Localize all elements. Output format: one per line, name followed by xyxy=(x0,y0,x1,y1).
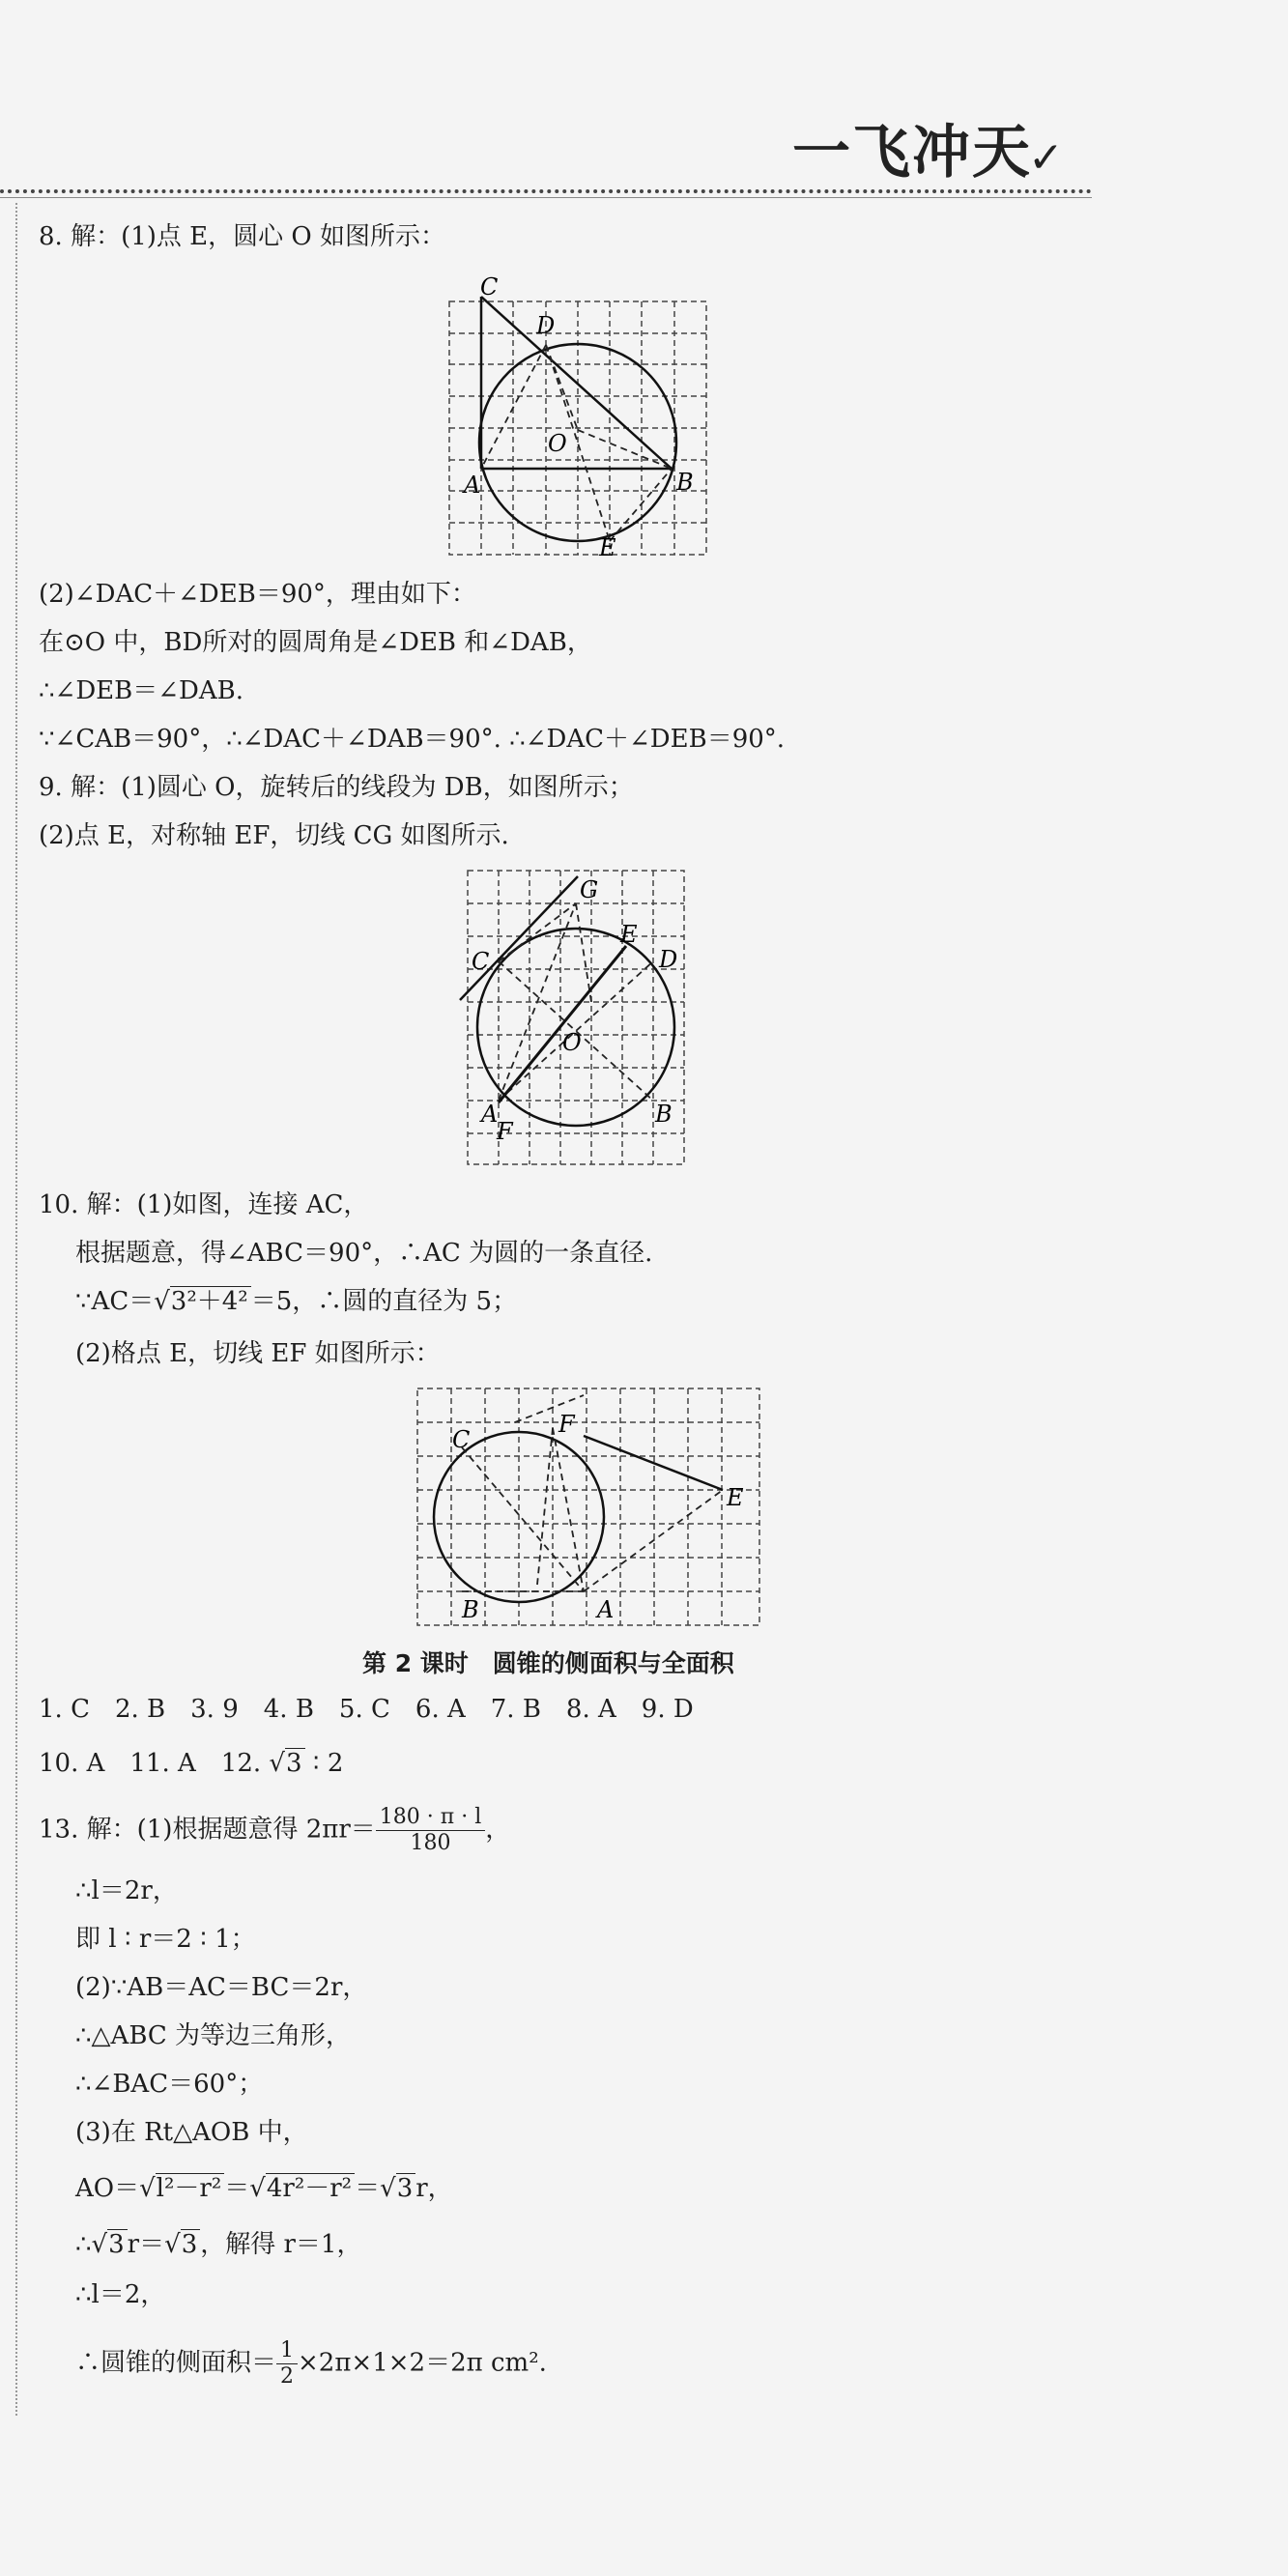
q9-figure xyxy=(454,865,696,1169)
q13-line9-a: ∴ xyxy=(75,2230,92,2259)
q10-line3-post: ＝5，∴圆的直径为 5； xyxy=(250,1287,518,1316)
logo-text: 一飞冲天 xyxy=(792,119,1032,186)
q13-line10: ∴l＝2， xyxy=(75,2280,166,2309)
q13-line4: (2)∵AB＝AC＝BC＝2r， xyxy=(75,1973,368,2002)
q9-line1: 9. 解：(1)圆心 O，旋转后的线段为 DB，如图所示； xyxy=(39,773,634,802)
q8-label-e: E xyxy=(599,534,616,560)
q13-line8-radicand3: 3 xyxy=(396,2173,416,2203)
q13-line11-pre: ∴圆锥的侧面积＝ xyxy=(75,2348,277,2378)
q10-figure xyxy=(414,1382,771,1628)
q10-solid-lines xyxy=(434,1432,723,1602)
q13-line1 xyxy=(39,1805,510,1856)
answers-row1: 1. C 2. B 3. 9 4. B 5. C 6. A 7. B 8. A 9. D xyxy=(39,1695,694,1724)
q10-label-b: B xyxy=(462,1596,479,1623)
q9-label-g: G xyxy=(580,876,599,903)
brand-logo xyxy=(792,106,1066,189)
q10-label-c: C xyxy=(452,1426,471,1453)
q13-line3: 即 l ∶ r＝2 ∶ 1； xyxy=(75,1925,256,1954)
q8-figure xyxy=(440,275,720,560)
q9-label-f: F xyxy=(497,1118,513,1145)
answers-row2-radicand: 3 xyxy=(285,1748,305,1778)
q13-line7: (3)在 Rt△AOB 中， xyxy=(75,2118,308,2147)
q13-line8-c: ＝ xyxy=(355,2174,381,2203)
q10-line3-pre: ∵AC＝ xyxy=(75,1287,155,1316)
q10-label-e: E xyxy=(727,1484,744,1511)
q13-line9-b: r＝ xyxy=(127,2230,165,2259)
q13-line6: ∴∠BAC＝60°； xyxy=(75,2070,264,2099)
q8-line3: 在⊙O 中，BD所对的圆周角是∠DEB 和∠DAB， xyxy=(39,628,592,657)
q9-label-c: C xyxy=(472,948,490,975)
q10-line1: 10. 解：(1)如图，连接 AC， xyxy=(39,1190,369,1219)
q13-line1-post: ， xyxy=(485,1815,511,1845)
q13-line1-pre: 13. 解：(1)根据题意得 2πr＝ xyxy=(39,1815,376,1845)
q13-line8: AO＝√l²－r² ＝√4r²－r² ＝√3 r， xyxy=(75,2174,453,2203)
answers-row2-pre: 10. A 11. A 12. xyxy=(39,1749,270,1778)
q10-label-a: A xyxy=(597,1596,615,1623)
q10-grid xyxy=(417,1388,759,1625)
section-title: 第 2 课时 圆锥的侧面积与全面积 xyxy=(362,1649,734,1677)
q10-line2: 根据题意，得∠ABC＝90°，∴AC 为圆的一条直径. xyxy=(75,1239,653,1268)
q8-grid xyxy=(449,301,706,555)
q8-line2: (2)∠DAC＋∠DEB＝90°，理由如下： xyxy=(39,580,476,609)
q8-line1: 8. 解：(1)点 E，圆心 O 如图所示： xyxy=(39,222,445,251)
q13-line11-num: 1 xyxy=(276,2338,298,2364)
q10-line3-radicand: 3²＋4² xyxy=(170,1286,251,1316)
header-divider xyxy=(0,189,1092,193)
q9-label-o: O xyxy=(562,1029,582,1056)
q13-fraction-den: 180 xyxy=(410,1831,451,1855)
q13-line8-radicand2: 4r²－r² xyxy=(266,2173,355,2203)
q10-label-f: F xyxy=(558,1411,575,1438)
q9-label-a: A xyxy=(481,1101,499,1128)
q13-line9: ∴√3 r＝√3 ，解得 r＝1， xyxy=(75,2230,362,2259)
q13-line8-d: r， xyxy=(415,2174,453,2203)
q8-label-c: C xyxy=(480,275,499,301)
q8-label-b: B xyxy=(676,469,694,496)
q8-label-a: A xyxy=(464,472,481,499)
q8-label-d: D xyxy=(536,312,556,339)
answers-row2-post: ∶ 2 xyxy=(304,1749,344,1778)
q13-line11-post: ×2π×1×2＝2π cm². xyxy=(298,2348,547,2378)
margin-line xyxy=(15,203,17,2416)
q9-label-b: B xyxy=(655,1101,673,1128)
q13-line5: ∴△ABC 为等边三角形， xyxy=(75,2021,352,2050)
q13-line8-a: AO＝ xyxy=(75,2174,140,2203)
answers-row2: 10. A 11. A 12. √3 ∶ 2 xyxy=(39,1749,344,1778)
q8-line4: ∴∠DEB＝∠DAB. xyxy=(39,676,244,705)
q13-fraction-num: 180 · π · l xyxy=(376,1805,485,1831)
q13-line11-fraction xyxy=(276,2338,298,2390)
q10-line3: ∵AC＝√3²＋4² ＝5，∴圆的直径为 5； xyxy=(75,1287,518,1316)
q9-label-e: E xyxy=(620,921,638,948)
q9-solid-lines xyxy=(460,876,674,1126)
q13-line8-b: ＝ xyxy=(224,2174,250,2203)
check-icon: ✓ xyxy=(1028,133,1066,183)
q13-line11 xyxy=(75,2338,547,2390)
header-rule xyxy=(0,197,1092,198)
q10-line4: (2)格点 E，切线 EF 如图所示： xyxy=(75,1339,441,1368)
q13-line9-c: ，解得 r＝1， xyxy=(200,2230,362,2259)
q9-line2: (2)点 E，对称轴 EF，切线 CG 如图所示. xyxy=(39,821,509,850)
q9-label-d: D xyxy=(659,946,678,973)
q13-line9-radicand2: 3 xyxy=(181,2229,201,2259)
q13-line2: ∴l＝2r， xyxy=(75,1876,178,1905)
q13-line8-radicand1: l²－r² xyxy=(156,2173,225,2203)
q13-line11-den: 2 xyxy=(280,2364,295,2389)
q13-line9-radicand1: 3 xyxy=(107,2229,128,2259)
q13-fraction xyxy=(376,1805,485,1856)
q8-line5: ∵∠CAB＝90°，∴∠DAC＋∠DAB＝90°. ∴∠DAC＋∠DEB＝90°. xyxy=(39,725,786,754)
q8-label-o: O xyxy=(548,430,567,457)
